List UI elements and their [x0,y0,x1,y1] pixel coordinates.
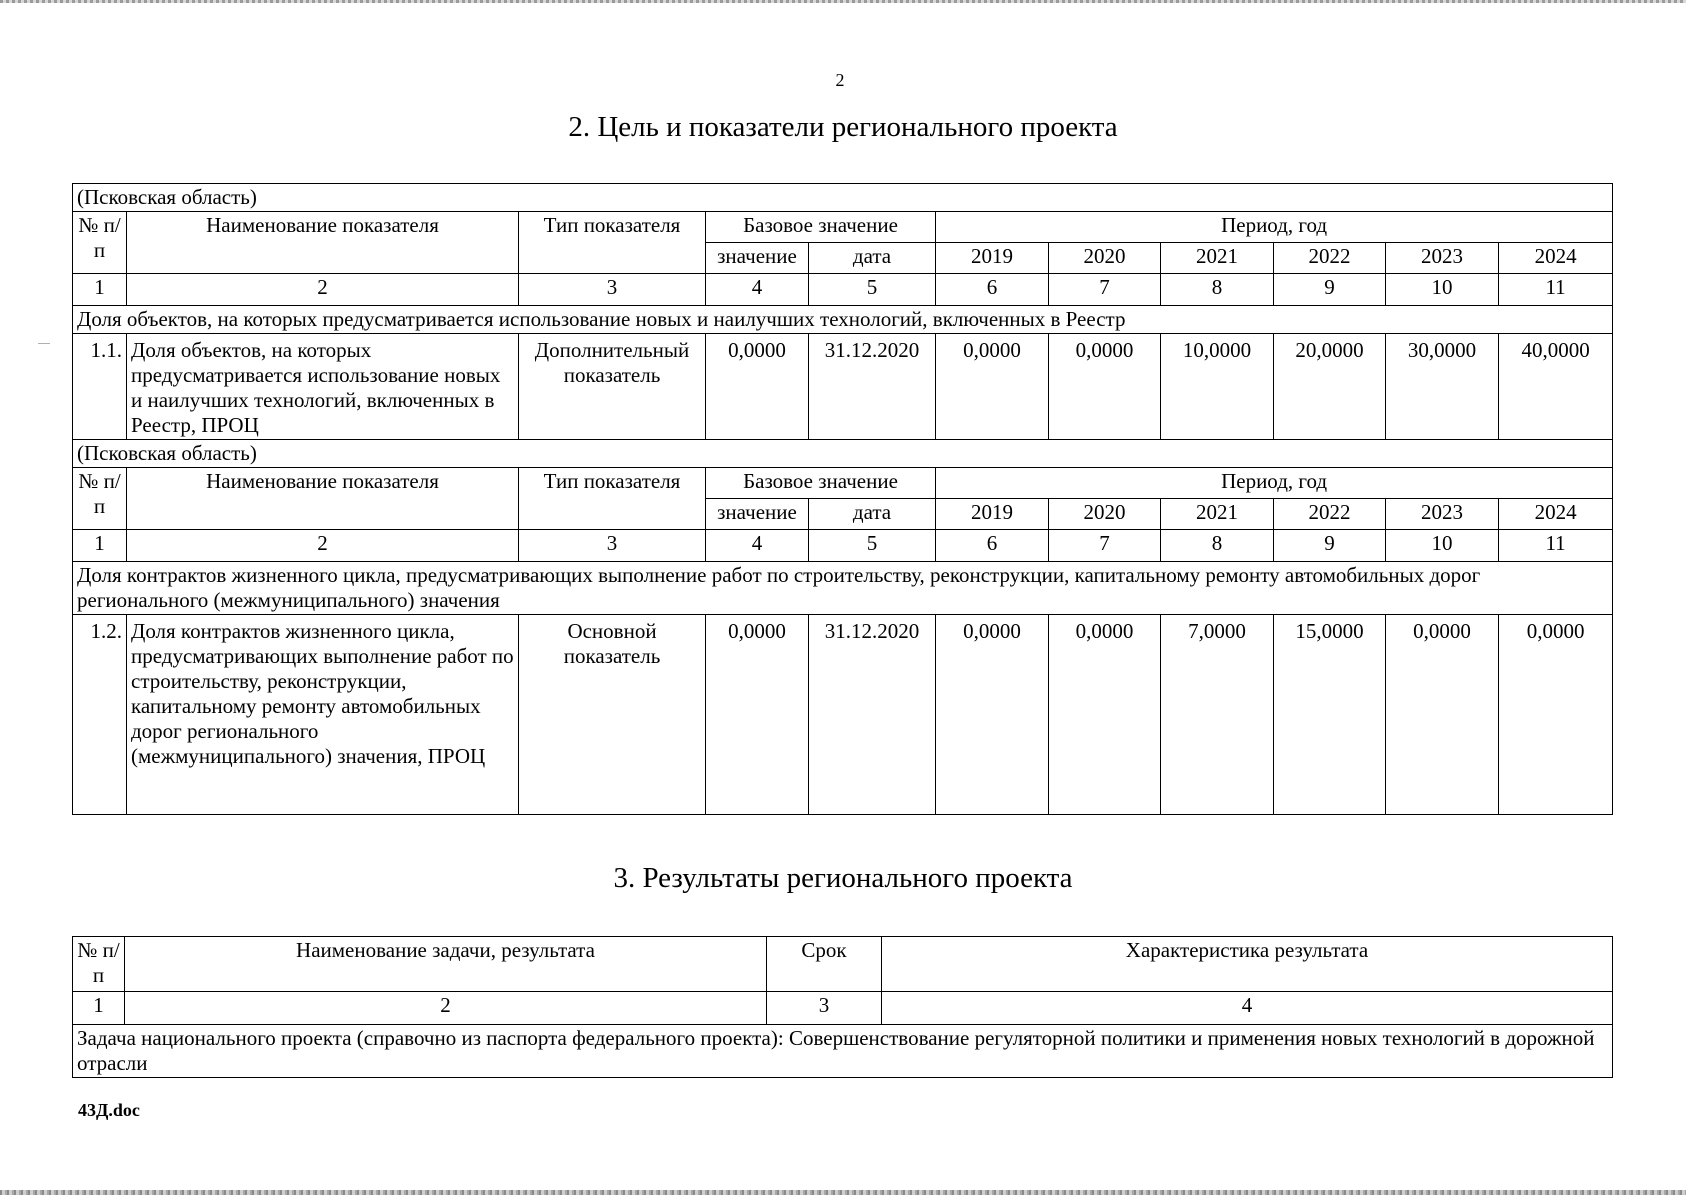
indicator-group-title: Доля объектов, на которых предусматривается использование новых и наилучших технологий, включенных в Реестр [73,306,1613,334]
column-number: 1 [73,992,125,1025]
indicator-group-title: Доля контрактов жизненного цикла, предусматривающих выполнение работ по строительству, реконструкции, капитальному ремонту автомобильных дорог регионального (межмуниципального) значения [73,562,1613,615]
document-filename: 43Д.doc [78,1100,140,1120]
column-number: 10 [1386,274,1499,306]
year-value: 0,0000 [1049,334,1161,440]
column-number: 11 [1499,274,1613,306]
year-value: 0,0000 [1499,615,1613,815]
column-number: 4 [882,992,1613,1025]
indicator-name: Доля контрактов жизненного цикла, предусматривающих выполнение работ по строительству, реконструкции, капитальному ремонту автомобильных дорог регионального (межмуниципального) значения, ПРОЦ [127,615,519,815]
col-header-period: Период, год [936,212,1613,243]
col-header-name: Наименование показателя [127,468,519,530]
col-header-year: 2024 [1499,243,1613,274]
col-header-year: 2021 [1161,499,1274,530]
column-number: 6 [936,274,1049,306]
region-label: (Псковская область) [73,440,1613,468]
year-value: 0,0000 [1049,615,1161,815]
col-header-no: № п/п [73,212,127,274]
col-header-type: Тип показателя [519,212,706,274]
year-value: 40,0000 [1499,334,1613,440]
results-header-row [73,937,1613,992]
indicator-number: 1.2. [73,615,127,815]
region-row [73,184,1613,212]
col-header-year: 2021 [1161,243,1274,274]
col-header-type: Тип показателя [519,468,706,530]
year-value: 10,0000 [1161,334,1274,440]
indicator-type: Основной показатель [519,615,706,815]
results-col-header-no: № п/п [73,937,125,992]
results-col-header-characteristic: Характеристика результата [882,937,1613,992]
column-number: 2 [127,274,519,306]
year-value: 30,0000 [1386,334,1499,440]
base-value: 0,0000 [706,334,809,440]
col-header-base: Базовое значение [706,468,936,499]
col-header-base-date: дата [809,499,936,530]
indicator-type: Дополнительный показатель [519,334,706,440]
year-value: 20,0000 [1274,334,1386,440]
column-number: 3 [767,992,882,1025]
indicators-table [72,183,1613,815]
col-header-base: Базовое значение [706,212,936,243]
col-header-year: 2020 [1049,499,1161,530]
national-project-task: Задача национального проекта (справочно из паспорта федерального проекта): Совершенствование регуляторной политики и применения новых технологий в дорожной отрасли [73,1025,1613,1078]
column-number: 7 [1049,274,1161,306]
column-number: 2 [127,530,519,562]
col-header-base-value: значение [706,243,809,274]
column-number: 4 [706,274,809,306]
year-value: 0,0000 [1386,615,1499,815]
column-number: 8 [1161,274,1274,306]
section-2-title: 2. Цель и показатели регионального проекта [568,111,1118,143]
col-header-year: 2023 [1386,499,1499,530]
col-header-no: № п/п [73,468,127,530]
header-row [73,212,1613,243]
col-header-base-value: значение [706,499,809,530]
results-table [72,936,1613,1078]
col-header-period: Период, год [936,468,1613,499]
year-value: 7,0000 [1161,615,1274,815]
page-number: 2 [835,70,845,90]
year-value: 0,0000 [936,615,1049,815]
column-number: 1 [73,274,127,306]
col-header-year: 2019 [936,499,1049,530]
column-number: 10 [1386,530,1499,562]
col-header-year: 2020 [1049,243,1161,274]
column-number: 4 [706,530,809,562]
base-date: 31.12.2020 [809,615,936,815]
column-number: 8 [1161,530,1274,562]
year-value: 0,0000 [936,334,1049,440]
column-number: 2 [125,992,767,1025]
indicator-group-row [73,306,1613,334]
scan-edge-bottom [0,1190,1686,1195]
year-value: 15,0000 [1274,615,1386,815]
scan-edge-top [0,0,1686,3]
col-header-year: 2022 [1274,499,1386,530]
column-number: 3 [519,530,706,562]
base-value: 0,0000 [706,615,809,815]
indicator-group-row [73,562,1613,615]
results-col-header-term: Срок [767,937,882,992]
results-task-row [73,1025,1613,1078]
col-header-year: 2023 [1386,243,1499,274]
column-number: 3 [519,274,706,306]
results-col-header-name: Наименование задачи, результата [125,937,767,992]
results-column-number-row [73,992,1613,1025]
column-number: 11 [1499,530,1613,562]
col-header-base-date: дата [809,243,936,274]
column-number-row [73,274,1613,306]
column-number: 7 [1049,530,1161,562]
base-date: 31.12.2020 [809,334,936,440]
header-row [73,468,1613,499]
indicator-row [73,615,1613,815]
column-number: 5 [809,530,936,562]
col-header-name: Наименование показателя [127,212,519,274]
col-header-year: 2019 [936,243,1049,274]
column-number: 6 [936,530,1049,562]
col-header-year: 2022 [1274,243,1386,274]
indicator-row [73,334,1613,440]
column-number: 9 [1274,530,1386,562]
col-header-year: 2024 [1499,499,1613,530]
indicator-number: 1.1. [73,334,127,440]
region-label: (Псковская область) [73,184,1613,212]
region-row [73,440,1613,468]
column-number: 1 [73,530,127,562]
column-number: 9 [1274,274,1386,306]
column-number: 5 [809,274,936,306]
indicator-name: Доля объектов, на которых предусматривается использование новых и наилучших технологий, включенных в Реестр, ПРОЦ [127,334,519,440]
scan-margin-mark [38,343,50,344]
section-3-title: 3. Результаты регионального проекта [613,862,1073,894]
column-number-row [73,530,1613,562]
